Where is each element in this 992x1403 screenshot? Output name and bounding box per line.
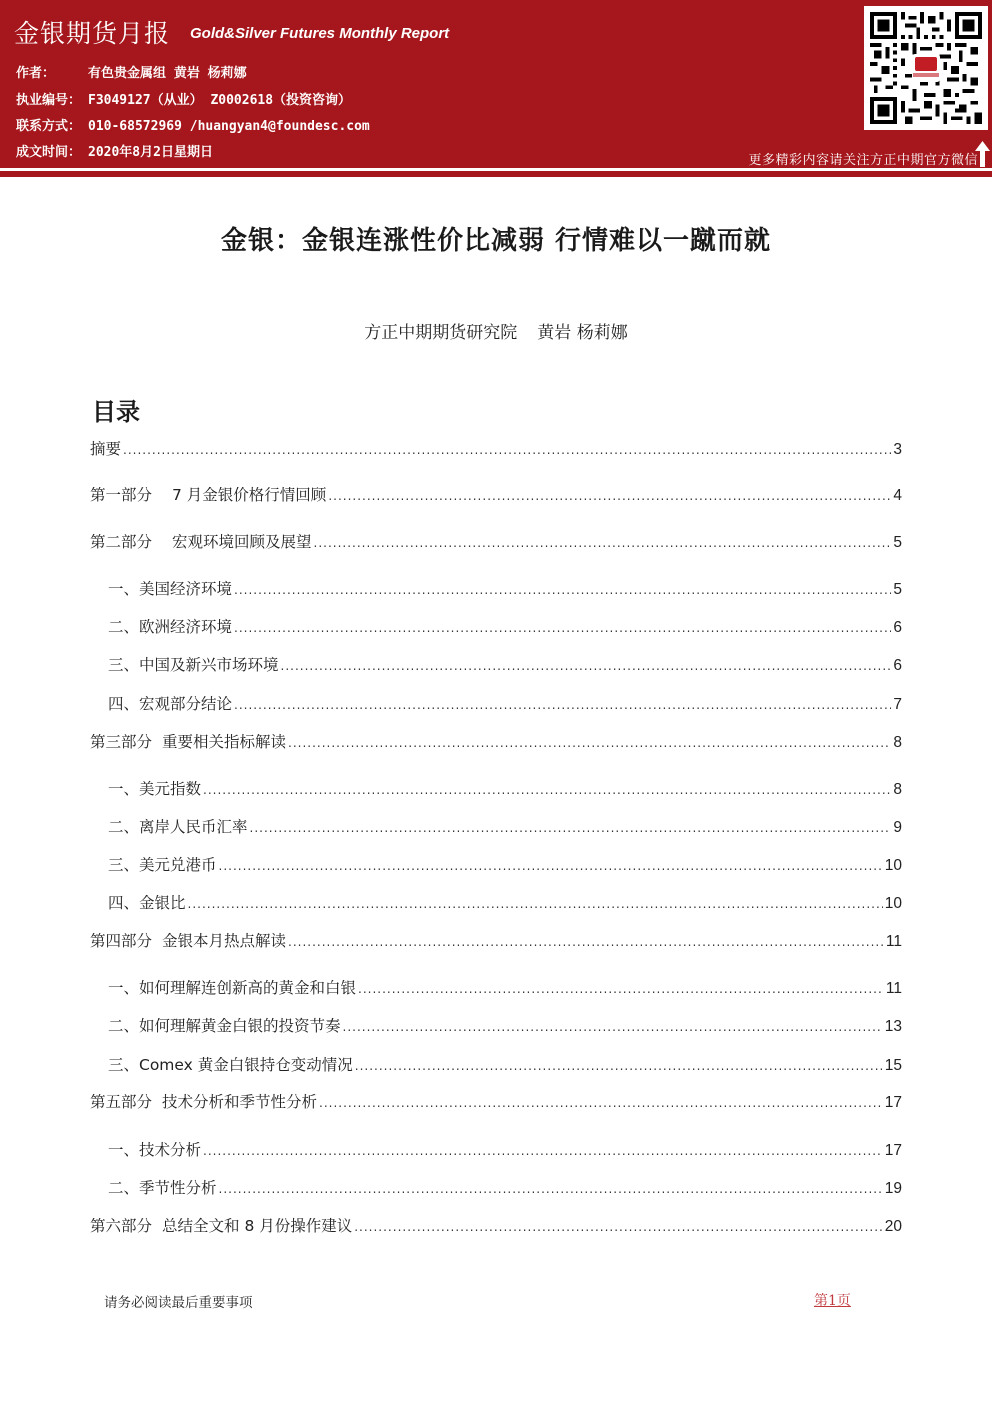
toc-title: 7 月金银价格行情回顾 — [172, 486, 327, 504]
toc-page: 20 — [884, 1218, 902, 1235]
toc-leader — [203, 1144, 883, 1158]
toc-part: 第五部分 — [90, 1093, 153, 1111]
toc-page: 6 — [893, 657, 902, 674]
toc-entry[interactable] — [108, 1138, 902, 1160]
toc-leader — [219, 1182, 883, 1196]
header-banner — [0, 0, 992, 168]
toc-leader — [355, 1059, 883, 1073]
toc-entry[interactable] — [90, 929, 902, 951]
toc-title: 一、美元指数 — [108, 780, 202, 798]
toc-title: 二、欧洲经济环境 — [108, 618, 233, 636]
toc-entry[interactable] — [108, 653, 902, 675]
toc-page: 10 — [884, 857, 902, 874]
toc-page: 5 — [893, 534, 902, 551]
header-divider — [0, 171, 992, 177]
toc-entry[interactable] — [108, 777, 902, 799]
toc-entry[interactable] — [90, 530, 902, 552]
date-label: 成文时间： — [16, 145, 82, 160]
toc-page: 17 — [884, 1094, 902, 1111]
toc-leader — [319, 1096, 883, 1110]
toc-entry[interactable] — [108, 1176, 902, 1198]
report-series-title: 金银期货月报 — [14, 19, 171, 48]
toc-page: 7 — [893, 696, 902, 713]
toc-leader — [250, 821, 892, 835]
toc-page: 11 — [885, 933, 902, 950]
toc-entry[interactable] — [108, 615, 902, 637]
page-number-link[interactable]: 第1页 — [814, 1293, 851, 1309]
toc-leader — [328, 489, 891, 503]
author-value: 有色贵金属组 黄岩 杨莉娜 — [88, 66, 247, 81]
toc-title: 宏观环境回顾及展望 — [172, 533, 312, 551]
toc-leader — [288, 935, 884, 949]
toc-entry[interactable] — [108, 577, 902, 599]
toc-leader — [234, 621, 891, 635]
toc-title: 三、Comex 黄金白银持仓变动情况 — [108, 1056, 353, 1074]
author-names: 黄岩 杨莉娜 — [537, 323, 628, 343]
toc-part: 第六部分 — [90, 1217, 153, 1235]
toc-title: 重要相关指标解读 — [162, 733, 287, 751]
toc-part: 第一部分 — [90, 486, 153, 504]
qr-code[interactable] — [864, 6, 988, 130]
toc-leader — [343, 1020, 883, 1034]
author-row — [16, 62, 247, 81]
toc-page: 17 — [884, 1142, 902, 1159]
toc-entry[interactable] — [108, 815, 902, 837]
toc-page: 13 — [884, 1018, 902, 1035]
author-label: 作者： — [16, 66, 56, 81]
toc-page: 6 — [893, 619, 902, 636]
contact-row — [16, 115, 370, 134]
toc-title: 四、金银比 — [108, 894, 186, 912]
toc-leader — [203, 783, 891, 797]
toc-title: 二、季节性分析 — [108, 1179, 217, 1197]
toc-leader — [123, 443, 891, 457]
toc-title: 三、美元兑港币 — [108, 856, 217, 874]
toc-title: 金银本月热点解读 — [162, 932, 287, 950]
toc-entry[interactable] — [108, 692, 902, 714]
toc-page: 8 — [893, 781, 902, 798]
toc-entry[interactable] — [108, 853, 902, 875]
toc-leader — [314, 536, 892, 550]
toc-part: 第四部分 — [90, 932, 153, 950]
license-label: 执业编号： — [16, 93, 82, 108]
institute-name: 方正中期期货研究院 — [364, 323, 518, 343]
toc-title: 技术分析和季节性分析 — [162, 1093, 318, 1111]
toc-title: 二、离岸人民币汇率 — [108, 818, 248, 836]
toc-part: 摘要 — [90, 440, 122, 458]
toc-leader — [281, 659, 892, 673]
license-row — [16, 89, 351, 108]
toc-leader — [234, 583, 891, 597]
contact-value[interactable]: 010-68572969 /huangyan4@foundesc.com — [88, 119, 370, 134]
toc-page: 11 — [885, 980, 902, 997]
date-row — [16, 141, 213, 160]
toc-page: 8 — [893, 734, 902, 751]
toc-leader — [219, 859, 883, 873]
page-title: 金银：金银连涨性价比减弱 行情难以一蹴而就 — [220, 226, 772, 256]
toc-page: 15 — [884, 1057, 902, 1074]
follow-wechat-text: 更多精彩内容请关注方正中期官方微信 — [748, 153, 978, 168]
toc-entry[interactable] — [90, 1090, 902, 1112]
toc-entry[interactable] — [108, 1014, 902, 1036]
toc-title: 四、宏观部分结论 — [108, 695, 233, 713]
toc-entry[interactable] — [108, 1053, 902, 1075]
toc-title: 二、如何理解黄金白银的投资节奏 — [108, 1017, 341, 1035]
toc-title: 一、如何理解连创新高的黄金和白银 — [108, 979, 357, 997]
toc-part: 第三部分 — [90, 733, 153, 751]
toc-entry[interactable] — [90, 483, 902, 505]
toc-leader — [288, 736, 891, 750]
toc-page: 3 — [893, 441, 902, 458]
toc-entry[interactable] — [90, 730, 902, 752]
toc-entry[interactable] — [108, 976, 902, 998]
toc-title: 三、中国及新兴市场环境 — [108, 656, 279, 674]
toc-page: 10 — [884, 895, 902, 912]
toc-leader — [234, 698, 891, 712]
toc-leader — [354, 1220, 883, 1234]
toc-part: 第二部分 — [90, 533, 153, 551]
toc-page: 4 — [893, 487, 902, 504]
toc-title: 总结全文和 8 月份操作建议 — [162, 1217, 353, 1235]
toc-heading: 目录 — [92, 398, 140, 426]
toc-title: 一、美国经济环境 — [108, 580, 233, 598]
toc-page: 9 — [893, 819, 902, 836]
toc-leader — [188, 897, 883, 911]
toc-entry[interactable] — [90, 1214, 902, 1236]
toc-leader — [358, 982, 884, 996]
brand-logo-icon — [912, 54, 940, 82]
footer-disclaimer-note: 请务必阅读最后重要事项 — [104, 1295, 253, 1311]
license-value: F3049127（从业） Z0002618（投资咨询） — [88, 93, 352, 108]
arrow-up-icon — [975, 141, 990, 167]
date-value: 2020年8月2日星期日 — [88, 145, 213, 160]
toc-entry[interactable] — [90, 437, 902, 459]
report-series-subtitle: Gold&Silver Futures Monthly Report — [190, 25, 450, 42]
author-line — [0, 318, 992, 343]
toc-page: 5 — [893, 581, 902, 598]
contact-label: 联系方式： — [16, 119, 82, 134]
toc-title: 一、技术分析 — [108, 1141, 202, 1159]
toc-page: 19 — [884, 1180, 902, 1197]
toc-entry[interactable] — [108, 891, 902, 913]
